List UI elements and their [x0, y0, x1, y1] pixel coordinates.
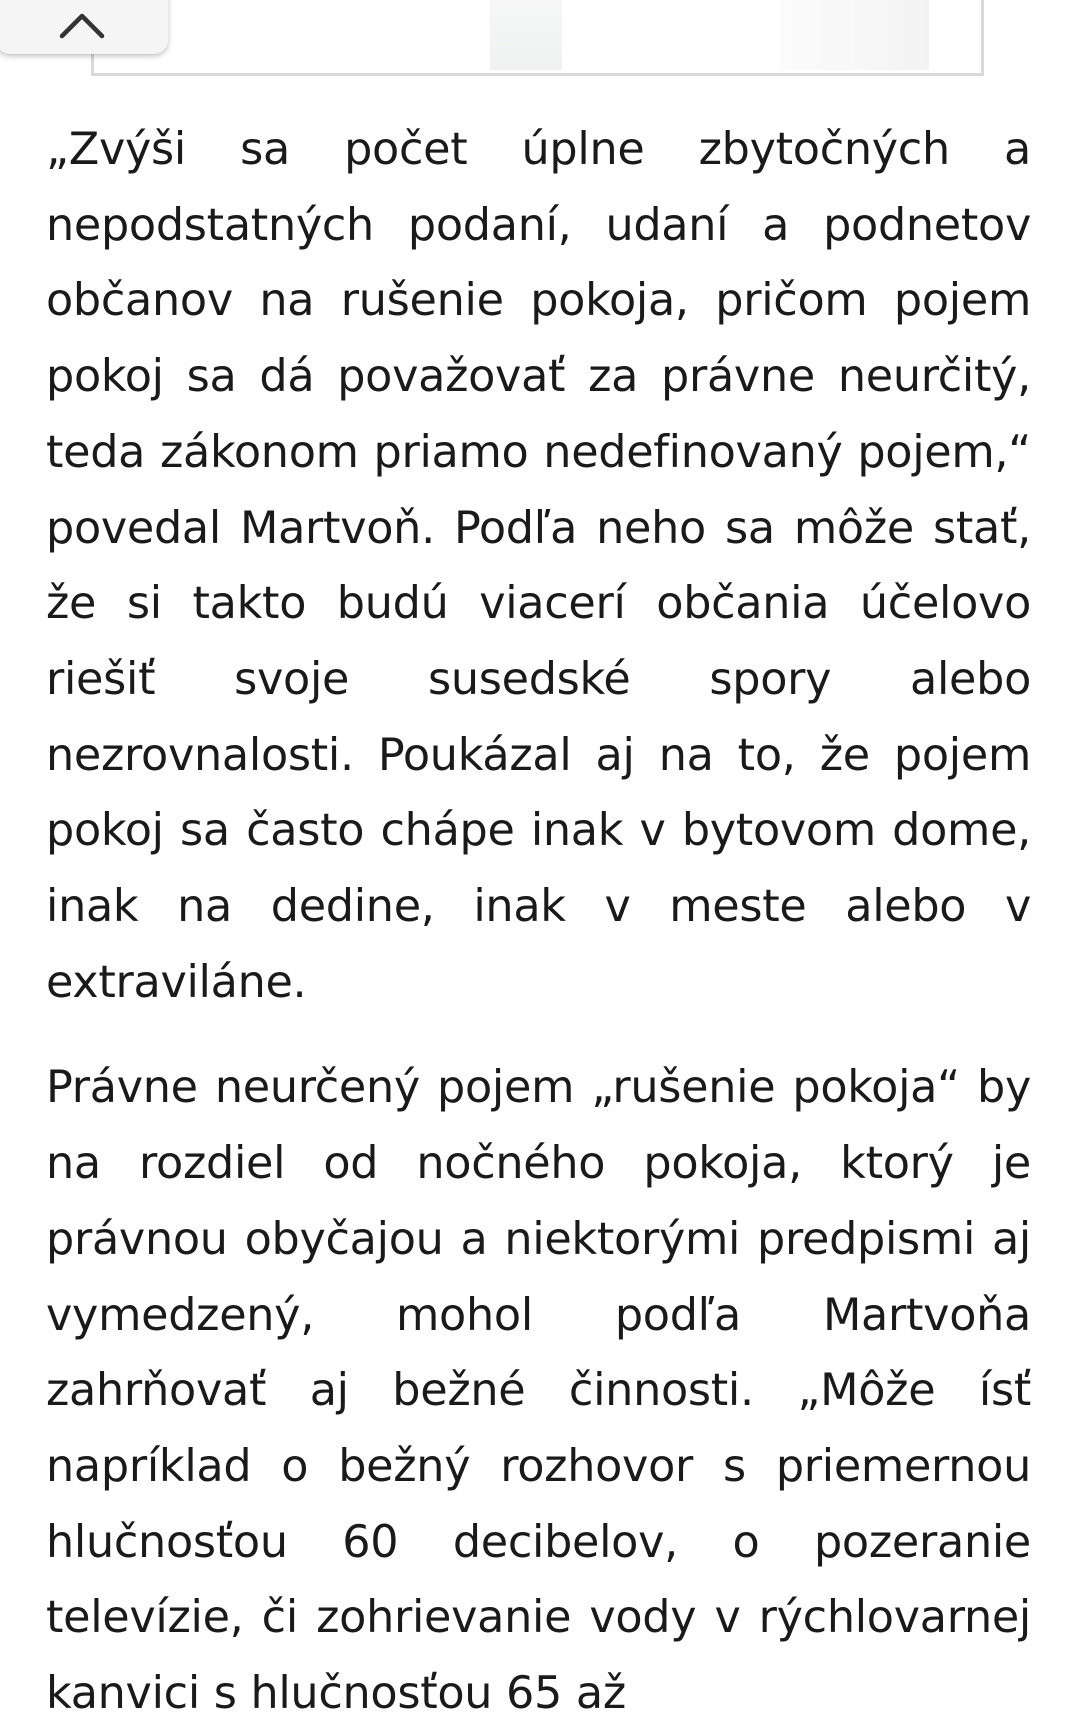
- scroll-to-top-button[interactable]: [0, 0, 168, 54]
- article-paragraph: Právne neurčený pojem „rušenie pokoja“ by na rozdiel od nočného pokoja, ktorý je právnou obyčajou a niektorými predpismi aj vymedzený, mohol podľa Martvoňa zahrňovať aj bežné činnosti. „Môže ísť napríklad o bežný rozhovor s priemernou hlučnosťou 60 decibelov, o pozeranie televízie, či zohrievanie vody v rýchlovarnej kanvici s hlučnosťou 65 až: [46, 1062, 1031, 1720]
- article-paragraph: „Zvýši sa počet úplne zbytočných a nepodstatných podaní, udaní a podnetov občanov na rušenie pokoja, pričom pojem pokoj sa dá považovať za právne neurčitý, teda zákonom priamo nedefinovaný pojem,“ povedal Martvoň. Podľa neho sa môže stať, že si takto budú viacerí občania účelovo riešiť svoje susedské spory alebo nezrovnalosti. Poukázal aj na to, že pojem pokoj sa často chápe inak v bytovom dome, inak na dedine, inak v meste alebo v extraviláne.: [46, 124, 1031, 1008]
- article-body: [46, 112, 1031, 1732]
- image-thumbnail: [779, 0, 929, 70]
- article-image: [91, 0, 984, 76]
- image-thumbnail: [490, 0, 562, 70]
- chevron-up-icon: [58, 0, 106, 44]
